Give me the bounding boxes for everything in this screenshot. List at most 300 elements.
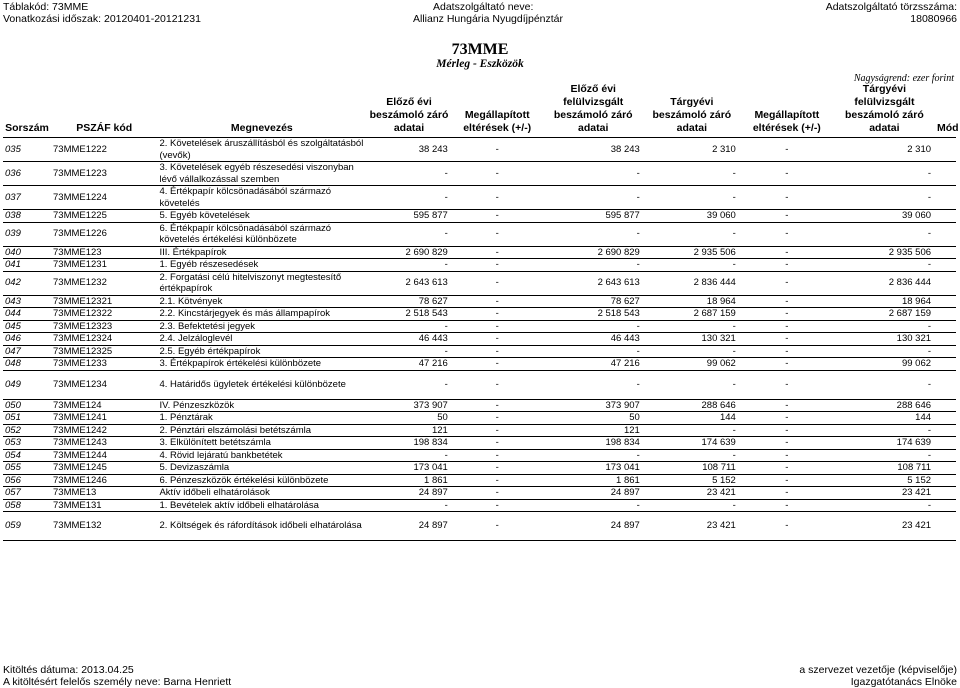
table-row — [3, 462, 956, 475]
table-row — [3, 512, 956, 541]
row-prev: 24 897 — [366, 512, 452, 541]
row-current-revised: 144 — [834, 412, 935, 425]
row-diff-prev: - — [452, 308, 543, 321]
row-diff-current: - — [740, 162, 834, 186]
row-name: 3. Értékpapírok értékelési különbözete — [157, 358, 366, 371]
row-diff-current: - — [740, 370, 834, 399]
table-row — [3, 449, 956, 462]
table-row — [3, 437, 956, 450]
row-current-revised: 2 935 506 — [834, 246, 935, 259]
row-number: 050 — [3, 399, 51, 412]
table-row — [3, 295, 956, 308]
row-prev-revised: 2 690 829 — [543, 246, 644, 259]
row-prev-revised: 198 834 — [543, 437, 644, 450]
row-diff-prev: - — [452, 259, 543, 272]
row-current: 144 — [644, 412, 740, 425]
row-diff-prev: - — [452, 320, 543, 333]
row-current: - — [644, 424, 740, 437]
row-diff-current: - — [740, 474, 834, 487]
row-mod — [935, 424, 956, 437]
row-current: 5 152 — [644, 474, 740, 487]
table-row — [3, 399, 956, 412]
row-diff-prev: - — [452, 358, 543, 371]
col-prev-revised: Előző évi felülvizsgált beszámoló záró adatai — [543, 83, 644, 138]
row-number: 051 — [3, 412, 51, 425]
table-row — [3, 424, 956, 437]
row-diff-prev: - — [452, 370, 543, 399]
row-mod — [935, 462, 956, 475]
row-diff-current: - — [740, 320, 834, 333]
row-diff-prev: - — [452, 412, 543, 425]
row-pszaf-code: 73MME12325 — [51, 345, 157, 358]
row-current: - — [644, 162, 740, 186]
row-name: 2. Pénztári elszámolási betétszámla — [157, 424, 366, 437]
row-prev: - — [366, 259, 452, 272]
row-mod — [935, 162, 956, 186]
row-current: 2 310 — [644, 138, 740, 162]
row-mod — [935, 487, 956, 500]
row-diff-prev: - — [452, 222, 543, 246]
row-number: 047 — [3, 345, 51, 358]
row-number: 048 — [3, 358, 51, 371]
row-current: 18 964 — [644, 295, 740, 308]
row-prev: 46 443 — [366, 333, 452, 346]
row-number: 052 — [3, 424, 51, 437]
row-prev-revised: 2 518 543 — [543, 308, 644, 321]
row-mod — [935, 358, 956, 371]
row-pszaf-code: 73MME1232 — [51, 271, 157, 295]
row-diff-current: - — [740, 412, 834, 425]
row-pszaf-code: 73MME1223 — [51, 162, 157, 186]
row-diff-current: - — [740, 358, 834, 371]
row-mod — [935, 370, 956, 399]
row-name: 1. Bevételek aktív időbeli elhatárolása — [157, 499, 366, 512]
row-current-revised: - — [834, 162, 935, 186]
row-current-revised: 99 062 — [834, 358, 935, 371]
row-pszaf-code: 73MME1233 — [51, 358, 157, 371]
row-name: 3. Elkülönített betétszámla — [157, 437, 366, 450]
table-row — [3, 246, 956, 259]
row-diff-prev: - — [452, 437, 543, 450]
row-pszaf-code: 73MME1224 — [51, 186, 157, 210]
row-current: 2 836 444 — [644, 271, 740, 295]
row-pszaf-code: 73MME12323 — [51, 320, 157, 333]
row-prev: 2 643 613 — [366, 271, 452, 295]
row-pszaf-code: 73MME124 — [51, 399, 157, 412]
row-mod — [935, 246, 956, 259]
table-code-label: Táblakód: 73MME — [3, 1, 89, 13]
row-mod — [935, 259, 956, 272]
row-pszaf-code: 73MME1222 — [51, 138, 157, 162]
row-number: 041 — [3, 259, 51, 272]
row-diff-prev: - — [452, 333, 543, 346]
row-diff-prev: - — [452, 462, 543, 475]
row-prev: 1 861 — [366, 474, 452, 487]
row-name: 4. Rövid lejáratú bankbetétek — [157, 449, 366, 462]
row-name: 5. Egyéb követelések — [157, 210, 366, 223]
col-pszaf-code: PSZÁF kód — [51, 83, 157, 138]
responsible-person: A kitöltésért felelős személy neve: Barna Henriett — [3, 676, 232, 688]
balance-table — [3, 83, 959, 541]
row-name: III. Értékpapírok — [157, 246, 366, 259]
table-row — [3, 162, 956, 186]
row-pszaf-code: 73MME13 — [51, 487, 157, 500]
row-diff-current: - — [740, 271, 834, 295]
table-row — [3, 138, 956, 162]
row-current-revised: 23 421 — [834, 487, 935, 500]
row-pszaf-code: 73MME132 — [51, 512, 157, 541]
row-diff-prev: - — [452, 271, 543, 295]
row-number: 057 — [3, 487, 51, 500]
row-current-revised: - — [834, 320, 935, 333]
row-diff-current: - — [740, 210, 834, 223]
row-number: 053 — [3, 437, 51, 450]
row-number: 055 — [3, 462, 51, 475]
col-name: Megnevezés — [157, 83, 366, 138]
row-name: 2.3. Befektetési jegyek — [157, 320, 366, 333]
row-prev: 78 627 — [366, 295, 452, 308]
row-prev-revised: 47 216 — [543, 358, 644, 371]
row-current: 2 935 506 — [644, 246, 740, 259]
row-name: 5. Devizaszámla — [157, 462, 366, 475]
col-diff-current: Megállapított eltérések (+/-) — [740, 83, 834, 138]
provider-name-label: Adatszolgáltató neve: — [433, 1, 534, 13]
row-diff-prev: - — [452, 512, 543, 541]
row-name: Aktív időbeli elhatárolások — [157, 487, 366, 500]
row-prev-revised: 121 — [543, 424, 644, 437]
row-diff-current: - — [740, 449, 834, 462]
row-current: 174 639 — [644, 437, 740, 450]
row-pszaf-code: 73MME123 — [51, 246, 157, 259]
row-current-revised: - — [834, 449, 935, 462]
row-prev-revised: 50 — [543, 412, 644, 425]
row-diff-current: - — [740, 512, 834, 541]
row-diff-prev: - — [452, 345, 543, 358]
row-name: 4. Határidős ügyletek értékelési különbözete — [157, 370, 366, 399]
row-diff-current: - — [740, 424, 834, 437]
col-prev: Előző évi beszámoló záró adatai — [366, 83, 452, 138]
row-current-revised: 18 964 — [834, 295, 935, 308]
row-prev: - — [366, 320, 452, 333]
row-diff-current: - — [740, 259, 834, 272]
row-prev: 2 518 543 — [366, 308, 452, 321]
row-diff-prev: - — [452, 246, 543, 259]
row-pszaf-code: 73MME1243 — [51, 437, 157, 450]
row-current: 130 321 — [644, 333, 740, 346]
row-pszaf-code: 73MME1242 — [51, 424, 157, 437]
row-prev: 595 877 — [366, 210, 452, 223]
row-diff-current: - — [740, 437, 834, 450]
row-pszaf-code: 73MME1231 — [51, 259, 157, 272]
row-prev: - — [366, 449, 452, 462]
table-row — [3, 210, 956, 223]
row-name: 6. Pénzeszközök értékelési különbözete — [157, 474, 366, 487]
row-prev: 2 690 829 — [366, 246, 452, 259]
row-pszaf-code: 73MME12324 — [51, 333, 157, 346]
col-current-revised: Tárgyévi felülvizsgált beszámoló záró adatai — [834, 83, 935, 138]
row-current: 99 062 — [644, 358, 740, 371]
row-pszaf-code: 73MME1234 — [51, 370, 157, 399]
table-row — [3, 370, 956, 399]
fill-date: Kitöltés dátuma: 2013.04.25 — [3, 664, 134, 676]
table-row — [3, 412, 956, 425]
row-diff-current: - — [740, 308, 834, 321]
row-current: - — [644, 320, 740, 333]
row-pszaf-code: 73MME1245 — [51, 462, 157, 475]
row-pszaf-code: 73MME131 — [51, 499, 157, 512]
row-pszaf-code: 73MME1226 — [51, 222, 157, 246]
row-diff-prev: - — [452, 474, 543, 487]
row-current: 2 687 159 — [644, 308, 740, 321]
row-current-revised: - — [834, 424, 935, 437]
row-prev-revised: 2 643 613 — [543, 271, 644, 295]
row-name: 2. Követelések áruszállításból és szolgáltatásból (vevők) — [157, 138, 366, 162]
row-diff-current: - — [740, 222, 834, 246]
row-current: 39 060 — [644, 210, 740, 223]
row-current-revised: - — [834, 370, 935, 399]
row-diff-prev: - — [452, 295, 543, 308]
row-diff-prev: - — [452, 424, 543, 437]
row-name: 2. Forgatási célú hitelviszonyt megtestesítő értékpapírok — [157, 271, 366, 295]
registry-label: Adatszolgáltató törzsszáma: — [825, 1, 957, 13]
row-prev: - — [366, 162, 452, 186]
row-number: 056 — [3, 474, 51, 487]
row-mod — [935, 449, 956, 462]
row-diff-current: - — [740, 399, 834, 412]
row-mod — [935, 186, 956, 210]
row-current-revised: 108 711 — [834, 462, 935, 475]
row-number: 038 — [3, 210, 51, 223]
row-prev-revised: 38 243 — [543, 138, 644, 162]
row-prev-revised: - — [543, 162, 644, 186]
row-mod — [935, 210, 956, 223]
row-current-revised: 39 060 — [834, 210, 935, 223]
table-row — [3, 320, 956, 333]
row-prev: 38 243 — [366, 138, 452, 162]
col-current: Tárgyévi beszámoló záró adatai — [644, 83, 740, 138]
row-mod — [935, 437, 956, 450]
row-number: 040 — [3, 246, 51, 259]
row-number: 039 — [3, 222, 51, 246]
row-number: 043 — [3, 295, 51, 308]
row-prev-revised: 1 861 — [543, 474, 644, 487]
row-name: 4. Értékpapír kölcsönadásából származó követelés — [157, 186, 366, 210]
row-number: 036 — [3, 162, 51, 186]
row-name: 2.1. Kötvények — [157, 295, 366, 308]
row-name: 6. Értékpapír kölcsönadásából származó követelés értékelési különbözete — [157, 222, 366, 246]
row-mod — [935, 512, 956, 541]
registry-number: 18080966 — [910, 13, 957, 25]
row-mod — [935, 271, 956, 295]
row-current: - — [644, 370, 740, 399]
row-name: IV. Pénzeszközök — [157, 399, 366, 412]
row-name: 2.4. Jelzáloglevél — [157, 333, 366, 346]
row-mod — [935, 308, 956, 321]
row-current-revised: 2 310 — [834, 138, 935, 162]
row-prev: - — [366, 222, 452, 246]
row-current-revised: - — [834, 186, 935, 210]
table-row — [3, 259, 956, 272]
row-current-revised: 23 421 — [834, 512, 935, 541]
row-prev: - — [366, 345, 452, 358]
row-current: 23 421 — [644, 512, 740, 541]
row-prev-revised: 78 627 — [543, 295, 644, 308]
row-number: 045 — [3, 320, 51, 333]
row-diff-prev: - — [452, 399, 543, 412]
row-diff-prev: - — [452, 487, 543, 500]
row-diff-prev: - — [452, 162, 543, 186]
table-row — [3, 333, 956, 346]
row-mod — [935, 320, 956, 333]
col-sorszam: Sorszám — [3, 83, 51, 138]
row-name: 2.2. Kincstárjegyek és más állampapírok — [157, 308, 366, 321]
row-current-revised: 174 639 — [834, 437, 935, 450]
row-current: - — [644, 259, 740, 272]
row-prev-revised: 173 041 — [543, 462, 644, 475]
row-prev-revised: 24 897 — [543, 487, 644, 500]
table-row — [3, 358, 956, 371]
row-diff-current: - — [740, 462, 834, 475]
col-mod: Mód — [935, 83, 956, 138]
row-current: - — [644, 449, 740, 462]
row-prev-revised: - — [543, 449, 644, 462]
row-mod — [935, 138, 956, 162]
row-pszaf-code: 73MME1241 — [51, 412, 157, 425]
row-current-revised: 288 646 — [834, 399, 935, 412]
row-number: 058 — [3, 499, 51, 512]
provider-name: Allianz Hungária Nyugdíjpénztár — [413, 13, 563, 25]
row-current-revised: - — [834, 259, 935, 272]
row-current-revised: 130 321 — [834, 333, 935, 346]
col-diff-prev: Megállapított eltérések (+/-) — [452, 83, 543, 138]
row-mod — [935, 412, 956, 425]
table-row — [3, 487, 956, 500]
row-number: 054 — [3, 449, 51, 462]
row-prev: 198 834 — [366, 437, 452, 450]
table-row — [3, 499, 956, 512]
row-mod — [935, 499, 956, 512]
row-number: 044 — [3, 308, 51, 321]
row-name: 2. Költségek és ráfordítások időbeli elhatárolása — [157, 512, 366, 541]
row-name: 2.5. Egyéb értékpapírok — [157, 345, 366, 358]
row-name: 1. Pénztárak — [157, 412, 366, 425]
row-prev-revised: - — [543, 345, 644, 358]
row-diff-prev: - — [452, 210, 543, 223]
row-name: 3. Követelések egyéb részesedési viszonyban lévő vállalkozással szemben — [157, 162, 366, 186]
row-current-revised: 2 687 159 — [834, 308, 935, 321]
row-number: 035 — [3, 138, 51, 162]
row-number: 037 — [3, 186, 51, 210]
row-number: 049 — [3, 370, 51, 399]
row-prev-revised: - — [543, 222, 644, 246]
row-mod — [935, 333, 956, 346]
row-prev-revised: - — [543, 499, 644, 512]
row-number: 046 — [3, 333, 51, 346]
table-row — [3, 474, 956, 487]
row-prev: 50 — [366, 412, 452, 425]
row-diff-current: - — [740, 138, 834, 162]
row-current-revised: 5 152 — [834, 474, 935, 487]
row-mod — [935, 222, 956, 246]
row-mod — [935, 345, 956, 358]
row-prev: - — [366, 186, 452, 210]
header-line-1 — [3, 1, 957, 13]
row-current: 108 711 — [644, 462, 740, 475]
row-current-revised: - — [834, 345, 935, 358]
row-prev-revised: - — [543, 186, 644, 210]
header-line-2 — [3, 13, 957, 25]
row-diff-prev: - — [452, 449, 543, 462]
row-prev-revised: 46 443 — [543, 333, 644, 346]
row-diff-current: - — [740, 246, 834, 259]
row-prev: 47 216 — [366, 358, 452, 371]
row-pszaf-code: 73MME12321 — [51, 295, 157, 308]
row-current-revised: - — [834, 499, 935, 512]
row-current-revised: - — [834, 222, 935, 246]
row-pszaf-code: 73MME1225 — [51, 210, 157, 223]
row-prev-revised: - — [543, 320, 644, 333]
row-diff-current: - — [740, 499, 834, 512]
row-current: - — [644, 499, 740, 512]
row-number: 059 — [3, 512, 51, 541]
row-prev-revised: 595 877 — [543, 210, 644, 223]
row-current: - — [644, 222, 740, 246]
row-diff-current: - — [740, 186, 834, 210]
row-name: 1. Egyéb részesedések — [157, 259, 366, 272]
row-prev-revised: - — [543, 370, 644, 399]
report-title: 73MME — [451, 41, 509, 58]
row-diff-current: - — [740, 295, 834, 308]
table-row — [3, 345, 956, 358]
period-label: Vonatkozási időszak: 20120401-20121231 — [3, 13, 201, 25]
row-prev: - — [366, 499, 452, 512]
row-current: 23 421 — [644, 487, 740, 500]
table-row — [3, 222, 956, 246]
row-prev: 121 — [366, 424, 452, 437]
row-mod — [935, 295, 956, 308]
table-row — [3, 186, 956, 210]
row-prev: 173 041 — [366, 462, 452, 475]
row-pszaf-code: 73MME12322 — [51, 308, 157, 321]
row-prev-revised: 24 897 — [543, 512, 644, 541]
signatory-title: Igazgatótanács Elnöke — [850, 676, 957, 688]
row-diff-prev: - — [452, 138, 543, 162]
row-diff-prev: - — [452, 186, 543, 210]
report-subtitle: Mérleg - Eszközök — [436, 58, 524, 70]
row-prev: 24 897 — [366, 487, 452, 500]
row-mod — [935, 399, 956, 412]
row-current: - — [644, 186, 740, 210]
row-current-revised: 2 836 444 — [834, 271, 935, 295]
row-prev-revised: - — [543, 259, 644, 272]
row-current: 288 646 — [644, 399, 740, 412]
table-row — [3, 271, 956, 295]
row-pszaf-code: 73MME1244 — [51, 449, 157, 462]
row-mod — [935, 474, 956, 487]
row-diff-prev: - — [452, 499, 543, 512]
row-prev: - — [366, 370, 452, 399]
row-number: 042 — [3, 271, 51, 295]
row-prev: 373 907 — [366, 399, 452, 412]
row-diff-current: - — [740, 345, 834, 358]
table-row — [3, 308, 956, 321]
row-diff-current: - — [740, 487, 834, 500]
row-current: - — [644, 345, 740, 358]
row-prev-revised: 373 907 — [543, 399, 644, 412]
row-pszaf-code: 73MME1246 — [51, 474, 157, 487]
row-diff-current: - — [740, 333, 834, 346]
unit-label: Nagyságrend: ezer forint — [853, 73, 954, 84]
